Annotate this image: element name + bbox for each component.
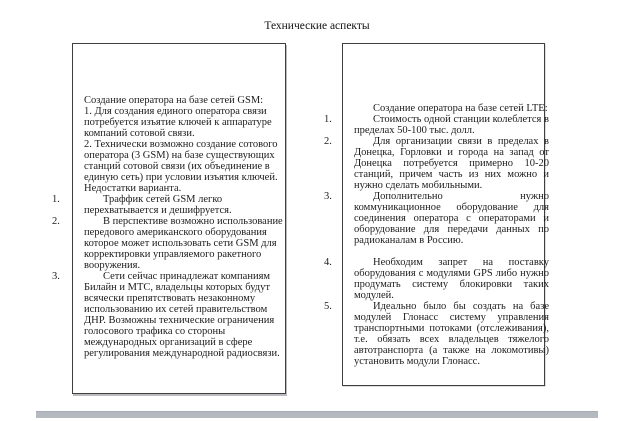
list-item-number: 4. (324, 257, 332, 268)
list-item-text: В перспективе возможно использование передового американского оборудования которое может использовать сети GSM для корректировки управляемого ракетного вооружения. (84, 216, 283, 271)
list-item-text: Траффик сетей GSM легко перехватывается и дешифруется. (84, 194, 232, 216)
gsm-subheading: Недостатки варианта. (84, 183, 182, 194)
list-item-number: 3. (324, 191, 332, 202)
list-item (324, 191, 549, 246)
list-item-number: 5. (324, 301, 332, 312)
list-item-number: 1. (52, 194, 60, 205)
gsm-paragraph-2: 2. Технически возможно создание сотового оператора (3 GSM) на базе существующих станций сотовой связи (их объединение в единую сеть) при условии изъятия ключей. (84, 139, 278, 183)
gsm-option-textbox (52, 43, 286, 394)
list-item-text: Для организации связи в пределах в Донецка, Горловки и города на запад от Донецка потребуется примерно 10-20 станций, причем часть из них можно и нужно сделать мобильными. (354, 136, 549, 191)
list-item-text: Сети сейчас принадлежат компаниям Билайн и МТС, владельцы которых будут всячески препятствовать незаконному использованию их сетей правительством ДНР. Возможны технические ограничения голосового трафика со стороны международных организаций в сфере регулирования международной радиосвязи. (84, 271, 280, 359)
page-title: Технические аспекты (264, 20, 370, 32)
list-item-number: 2. (52, 216, 60, 227)
gsm-paragraph-1: 1. Для создания единого оператора связи потребуется изъятие ключей к аппаратуре компаний сотовой связи. (84, 106, 272, 139)
list-item (52, 194, 290, 216)
gsm-heading: Создание оператора на базе сетей GSM: (84, 95, 264, 106)
list-item (52, 271, 290, 359)
list-item (324, 257, 549, 301)
list-item (324, 301, 549, 367)
list-item-text: Необходим запрет на поставку оборудования с модулями GPS либо нужно продумать систему блокировки таких модулей. (354, 257, 549, 301)
list-item (52, 216, 290, 271)
lte-option-textbox (324, 43, 549, 386)
list-item-text: Идеально было бы создать на базе модулей Глонасс систему управления транспортными потоками (отслеживания), т.е. обязать всех владельцев тяжелого автотранспорта (а также на локомотивы) установить модули Глонасс. (354, 301, 549, 367)
list-item-number: 3. (52, 271, 60, 282)
horizontal-scrollbar[interactable] (36, 411, 598, 418)
lte-heading: Создание оператора на базе сетей LTE: (373, 103, 548, 114)
list-item-text: Стоимость одной станции колеблется в пределах 50-100 тыс. долл. (354, 114, 549, 136)
list-item-number: 1. (324, 114, 332, 125)
list-item (324, 136, 549, 191)
list-item (324, 114, 549, 136)
gsm-option-content (52, 95, 290, 359)
list-item-number: 2. (324, 136, 332, 147)
list-item-text: Дополнительно нужно коммуникационное оборудование для соединения оператора с операторами и оборудование для передачи данных по радиоканалам в Россию. (354, 191, 549, 246)
lte-option-content (324, 103, 549, 367)
